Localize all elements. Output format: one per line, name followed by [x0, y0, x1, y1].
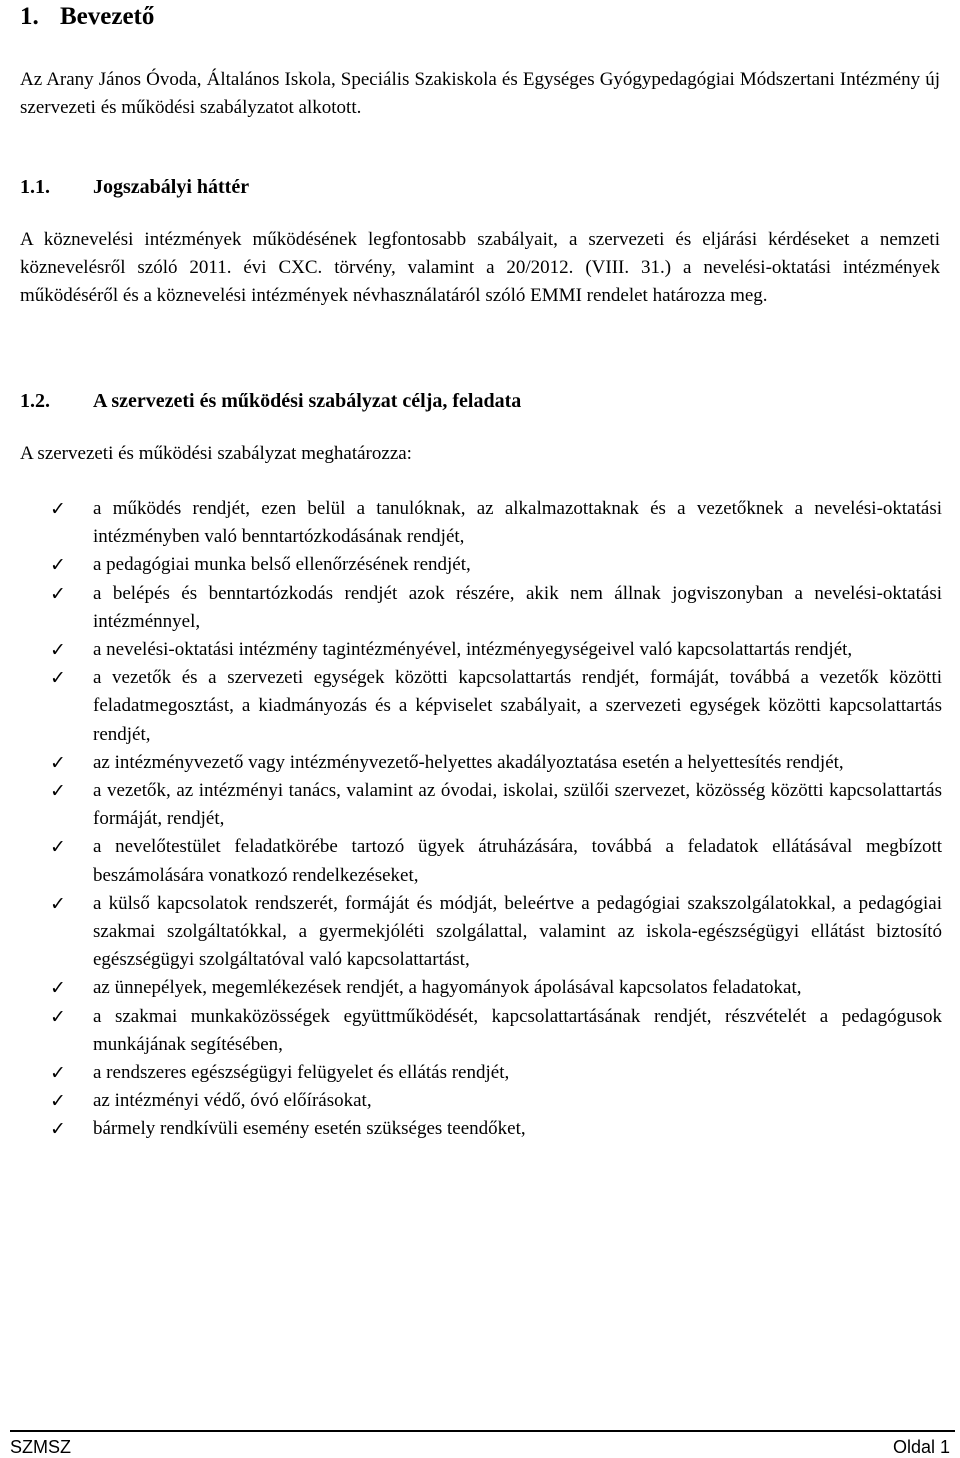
checklist-item — [20, 636, 942, 664]
checkmark-icon: ✓ — [50, 892, 66, 915]
checklist-item-text: a pedagógiai munka belső ellenőrzésének rendjét, — [93, 554, 471, 576]
checklist-item — [20, 890, 942, 975]
checkmark-icon: ✓ — [50, 639, 66, 662]
checklist-item — [20, 1059, 942, 1087]
checklist-item — [20, 749, 942, 777]
chapter-heading — [20, 2, 154, 32]
intro-paragraph: Az Arany János Óvoda, Általános Iskola, Speciális Szakiskola és Egységes Gyógypedagógiai Módszertani Intézmény új szervezeti és működési szabályzatot alkotott. — [20, 69, 940, 118]
checkmark-icon: ✓ — [50, 554, 66, 577]
section-heading-legal-background — [20, 173, 249, 201]
footer-page-number: Oldal 1 — [892, 1437, 950, 1457]
checklist-item-text: az ünnepélyek, megemlékezések rendjét, a hagyományok ápolásával kapcsolatos feladatokat, — [93, 977, 802, 999]
checkmark-icon: ✓ — [50, 751, 66, 774]
checklist-item — [20, 777, 942, 833]
section-title: A szervezeti és működési szabályzat célja, feladata — [93, 390, 522, 412]
checklist-item — [20, 833, 942, 889]
checkmark-icon: ✓ — [50, 582, 66, 605]
checklist-item-text: a vezetők és a szervezeti egységek közötti kapcsolattartás rendjét, formáját, továbbá a vezetők közötti feladatmegosztást, a kiadmányozás és a képviselet szabályait, a szervezeti egységek közötti kapcsolattartás rendjét, — [93, 667, 942, 745]
checklist-item-text: a nevelési-oktatási intézmény tagintézményével, intézményegységeivel való kapcsolattartás rendjét, — [93, 639, 853, 661]
checklist-item-text: bármely rendkívüli esemény esetén szükséges teendőket, — [93, 1118, 526, 1140]
checkmark-icon: ✓ — [50, 977, 66, 1000]
checkmark-icon: ✓ — [50, 1062, 66, 1085]
footer-document-code: SZMSZ — [10, 1437, 71, 1457]
checklist-item — [20, 495, 942, 551]
section-number: 1.1. — [20, 176, 50, 198]
checkmark-icon: ✓ — [50, 1090, 66, 1113]
checklist-item-text: a működés rendjét, ezen belül a tanulóknak, az alkalmazottaknak és a vezetőknek a nevelési-oktatási intézményben való benntartózkodásának rendjét, — [93, 498, 942, 548]
checklist-item — [20, 551, 942, 579]
checkmark-icon: ✓ — [50, 498, 66, 520]
checklist-item — [20, 580, 942, 636]
checklist-item — [20, 1087, 942, 1115]
checklist-item-text: az intézményi védő, óvó előírásokat, — [93, 1090, 372, 1112]
chapter-title: Bevezető — [60, 3, 155, 30]
purpose-checklist — [20, 495, 942, 1144]
chapter-number: 1. — [20, 3, 39, 30]
checkmark-icon: ✓ — [50, 1005, 66, 1028]
section-heading-purpose — [20, 387, 521, 415]
checkmark-icon: ✓ — [50, 836, 66, 859]
checklist-item — [20, 1115, 942, 1143]
checklist-item-text: a külső kapcsolatok rendszerét, formáját és módját, beleértve a pedagógiai szakszolgálatokkal, a pedagógiai szakmai szolgáltatókkal, a gyermekjóléti szolgálattal, valamint az iskola-egészségügyi ellátást biztosító egészségügyi szolgáltatóval való kapcsolattartást, — [93, 892, 942, 971]
checklist-item — [20, 664, 942, 749]
purpose-lead-paragraph: A szervezeti és működési szabályzat meghatározza: — [20, 443, 412, 464]
checklist-item-text: a belépés és benntartózkodás rendjét azok részére, akik nem állnak jogviszonyban a nevelési-oktatási intézménnyel, — [93, 582, 942, 632]
footer-divider — [10, 1430, 955, 1432]
section-number: 1.2. — [20, 390, 50, 412]
checklist-item-text: az intézményvezető vagy intézményvezető-helyettes akadályoztatása esetén a helyettesítés rendjét, — [93, 751, 844, 773]
checklist-item-text: a szakmai munkaközösségek együttműködését, kapcsolattartásának rendjét, részvételét a pedagógusok munkájának segítésében, — [93, 1005, 942, 1055]
checklist-item-text: a rendszeres egészségügyi felügyelet és ellátás rendjét, — [93, 1062, 510, 1084]
checklist-item — [20, 974, 942, 1002]
section-title: Jogszabályi háttér — [93, 176, 250, 198]
checkmark-icon: ✓ — [50, 780, 66, 803]
checklist-item-text: a vezetők, az intézményi tanács, valamint az óvodai, iskolai, szülői szervezet, közösség közötti kapcsolattartás formáját, rendjét, — [93, 780, 942, 830]
checkmark-icon: ✓ — [50, 1118, 66, 1141]
checkmark-icon: ✓ — [50, 667, 66, 690]
legal-background-paragraph: A köznevelési intézmények működésének legfontosabb szabályait, a szervezeti és eljárási kérdéseket a nemzeti köznevelésről szóló 2011. évi CXC. törvény, valamint a 20/2012. (VIII. 31.) a nevelési-oktatási intézmények működéséről és a köznevelési intézmények névhasználatáról szóló EMMI rendelet határozza meg. — [20, 229, 940, 306]
checklist-item-text: a nevelőtestület feladatkörébe tartozó ügyek átruházására, továbbá a feladatok ellátásával megbízott beszámolására vonatkozó rendelkezéseket, — [93, 836, 942, 886]
checklist-item — [20, 1003, 942, 1059]
